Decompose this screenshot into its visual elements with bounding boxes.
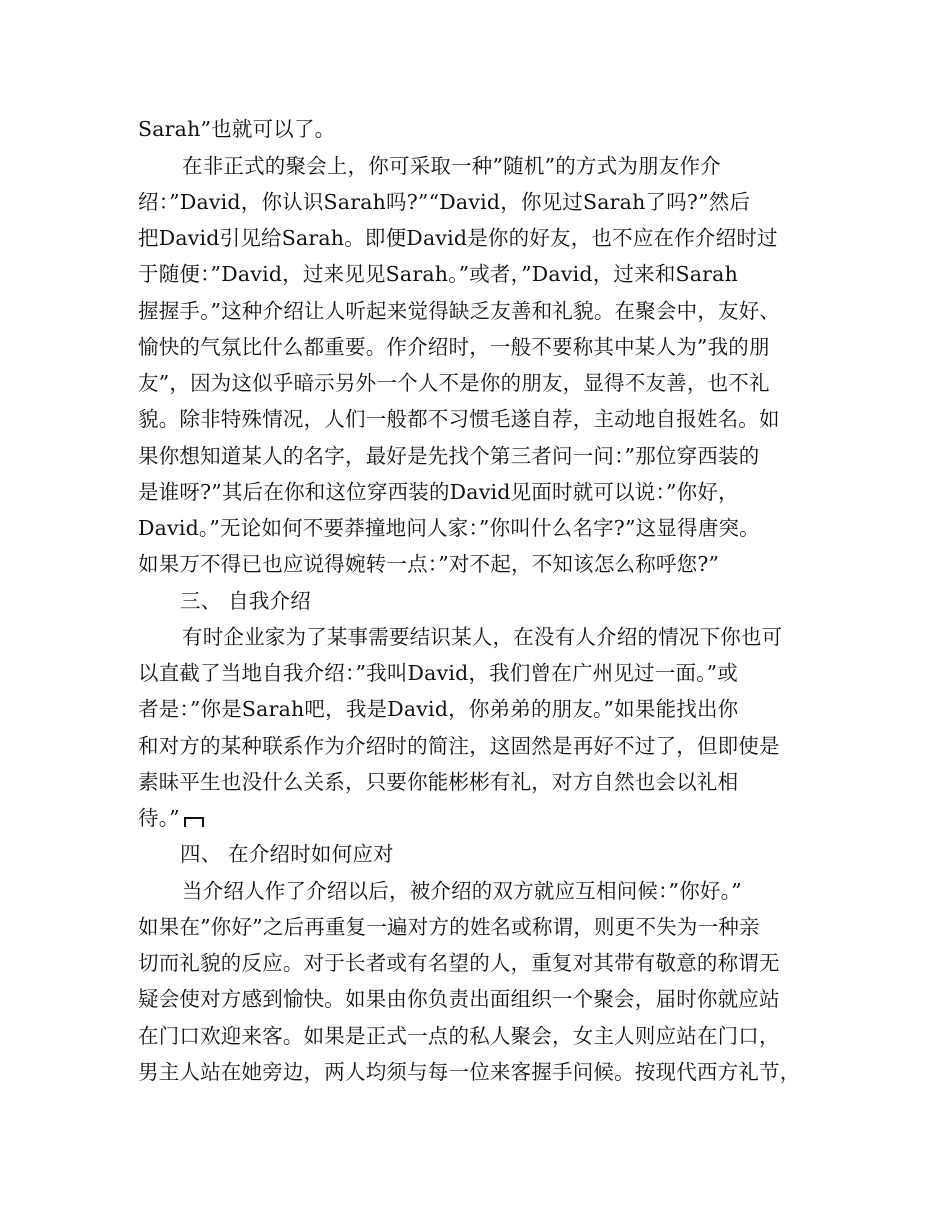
text-line: 如果在”你好”之后再重复一遍对方的姓名或称谓，则更不失为一种亲 bbox=[138, 915, 760, 939]
section-heading: 三、 自我介绍 bbox=[180, 589, 311, 613]
text-line: 和对方的某种联系作为介绍时的简注，这固然是再好不过了，但即使是 bbox=[138, 734, 780, 758]
text-line: 在门口欢迎来客。如果是正式一点的私人聚会，女主人则应站在门口， bbox=[138, 1024, 780, 1048]
text-line: 如果万不得已也应说得婉转一点：”对不起，不知该怎么称呼您?” bbox=[138, 552, 720, 576]
text-line: 疑会使对方感到愉快。如果由你负责出面组织一个聚会，届时你就应站 bbox=[138, 987, 780, 1011]
text-line: David。”无论如何不要莽撞地问人家：”你叫什么名字?”这显得唐突。 bbox=[138, 516, 760, 540]
text-line-with-mark bbox=[138, 803, 828, 833]
text-cursor-mark bbox=[184, 817, 204, 827]
text-line: 愉快的气氛比什么都重要。作介绍时，一般不要称其中某人为”我的朋 bbox=[138, 335, 770, 359]
text-line: 果你想知道某人的名字，最好是先找个第三者问一问：”那位穿西装的 bbox=[138, 444, 760, 468]
text-line: 是谁呀?”其后在你和这位穿西装的David见面时就可以说：”你好， bbox=[138, 480, 739, 504]
text-line: 绍：”David，你认识Sarah吗?”“David，你见过Sarah了吗?”然后 bbox=[138, 190, 751, 214]
text-line: 素昧平生也没什么关系，只要你能彬彬有礼，对方自然也会以礼相 bbox=[138, 770, 739, 794]
text-line: Sarah”也就可以了。 bbox=[138, 117, 336, 141]
text-line: 切而礼貌的反应。对于长者或有名望的人，重复对其带有敬意的称谓无 bbox=[138, 951, 780, 975]
paragraph-first-line: 有时企业家为了某事需要结识某人，在没有人介绍的情况下你也可 bbox=[182, 625, 783, 649]
paragraph-first-line: 在非正式的聚会上，你可采取一种”随机”的方式为朋友作介 bbox=[182, 154, 721, 178]
text-line: 者是：”你是Sarah吧，我是David，你弟弟的朋友。”如果能找出你 bbox=[138, 697, 739, 721]
paragraph-first-line: 当介绍人作了介绍以后，被介绍的双方就应互相问候：”你好。” bbox=[182, 879, 742, 903]
section-heading: 四、 在介绍时如何应对 bbox=[180, 842, 394, 866]
text-line: 友”，因为这似乎暗示另外一个人不是你的朋友，显得不友善，也不礼 bbox=[138, 371, 770, 395]
text-line: 把David引见给Sarah。即便David是你的好友，也不应在作介绍时过 bbox=[138, 226, 778, 250]
text-line: 男主人站在她旁边，两人均须与每一位来客握手问候。按现代西方礼节， bbox=[138, 1060, 801, 1084]
text-line: 待。” bbox=[138, 806, 180, 830]
text-line: 于随便：”David，过来见见Sarah。”或者，”David，过来和Sarah bbox=[138, 262, 739, 286]
text-line: 握握手。”这种介绍让人听起来觉得缺乏友善和礼貌。在聚会中，友好、 bbox=[138, 299, 781, 323]
text-line: 以直截了当地自我介绍：”我叫David，我们曾在广州见过一面。”或 bbox=[138, 661, 738, 685]
text-line: 貌。除非特殊情况，人们一般都不习惯毛遂自荐，主动地自报姓名。如 bbox=[138, 407, 780, 431]
